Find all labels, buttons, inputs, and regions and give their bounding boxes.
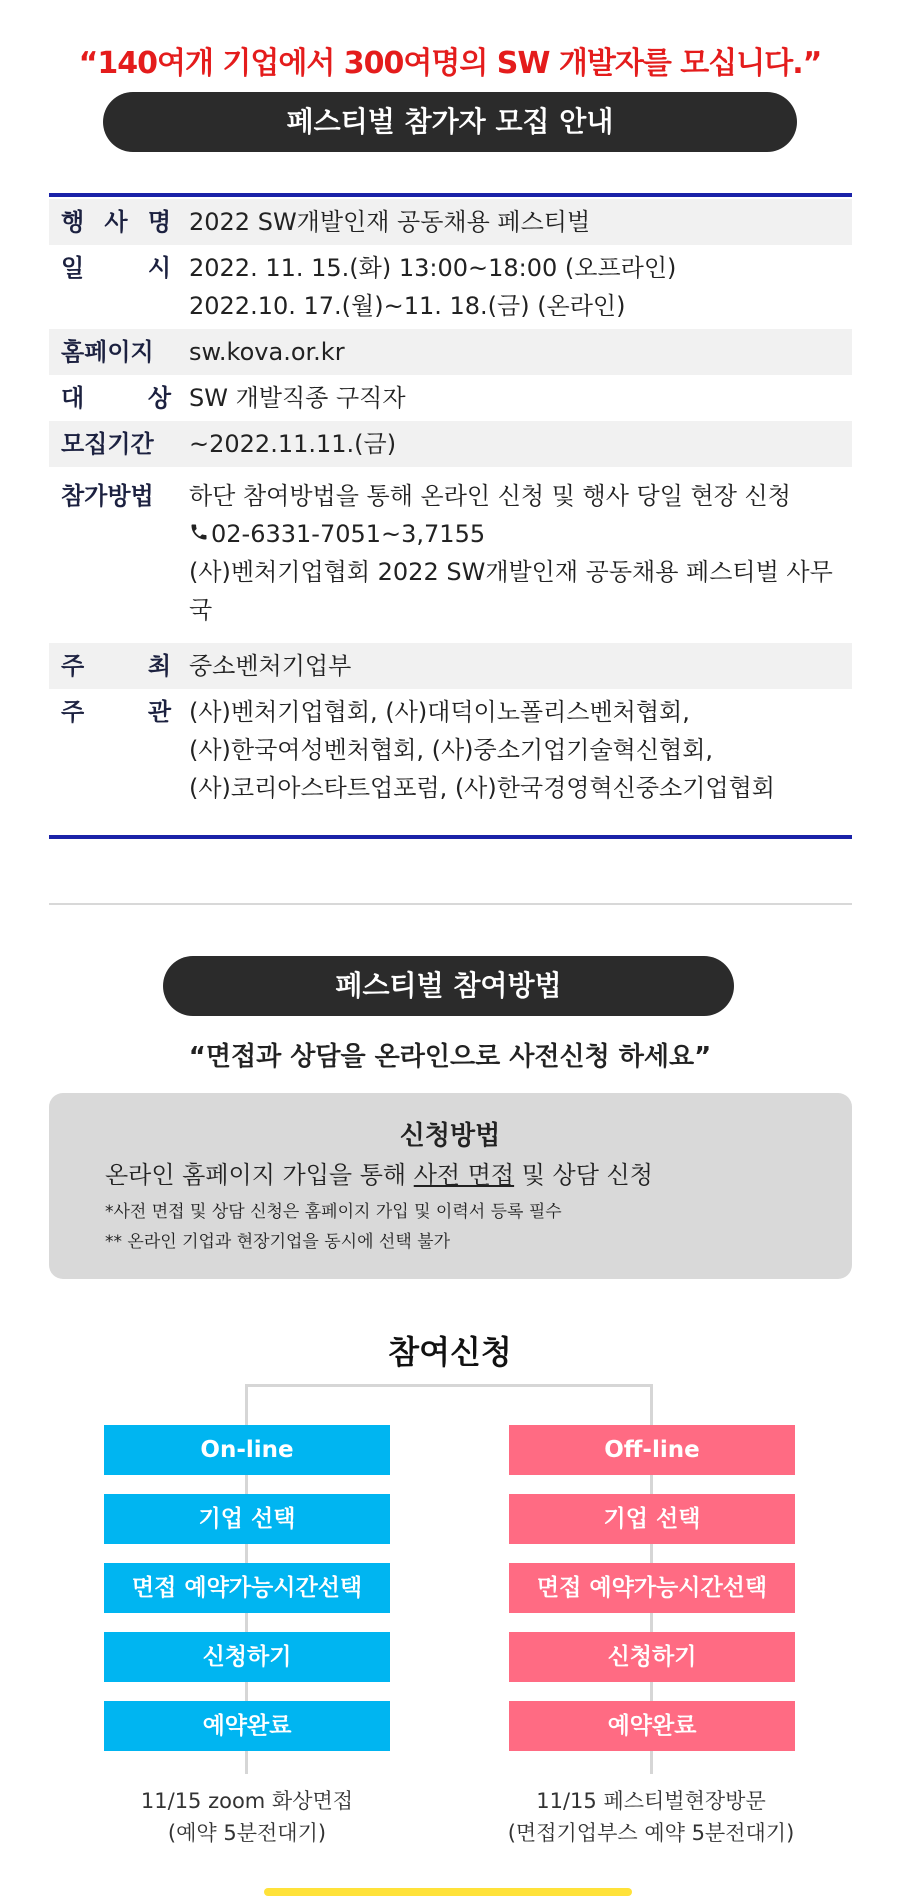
info-value-method: 하단 참여방법을 통해 온라인 신청 및 행사 당일 현장 신청 02-6331-7051~3,7155 (사)벤처기업협회 2022 SW개발인재 공동채용 페스티벌 사무국	[189, 482, 833, 624]
offline-caption: 11/15 페스티벌현장방문 (면접기업부스 예약 5분전대기)	[507, 1789, 795, 1845]
info-row-event	[49, 199, 852, 245]
info-row-host	[49, 643, 852, 689]
contact-phone: 02-6331-7051~3,7155	[211, 520, 486, 548]
online-step-mode[interactable]: On-line	[104, 1425, 390, 1475]
offline-step-mode[interactable]: Off-line	[509, 1425, 795, 1475]
info-label-method: 참가방법	[61, 482, 154, 510]
info-label-period: 모집기간	[61, 430, 154, 458]
participation-method-title: 페스티벌 참여방법	[163, 956, 734, 1016]
flow-connector-top	[245, 1384, 652, 1387]
info-value-date: 2022. 11. 15.(화) 13:00~18:00 (오프라인) 2022.10. 17.(월)~11. 18.(금) (온라인)	[189, 254, 677, 320]
apply-button-edge[interactable]	[264, 1888, 632, 1896]
info-label-event: 행 사 명	[61, 208, 171, 236]
homepage-link[interactable]: sw.kova.or.kr	[189, 338, 345, 366]
info-label-target: 대 상	[61, 384, 171, 412]
info-label-organizer: 주 관	[61, 698, 171, 726]
offline-step-select-time[interactable]: 면접 예약가능시간선택	[509, 1563, 795, 1613]
application-note-1: *사전 면접 및 상담 신청은 홈페이지 가입 및 이력서 등록 필수	[105, 1202, 562, 1222]
info-row-homepage	[49, 329, 852, 375]
phone-icon	[189, 515, 211, 553]
online-step-complete[interactable]: 예약완료	[104, 1701, 390, 1751]
offline-step-select-company[interactable]: 기업 선택	[509, 1494, 795, 1544]
application-method-description: 온라인 홈페이지 가입을 통해 사전 면접 및 상담 신청	[105, 1161, 653, 1189]
offline-step-apply[interactable]: 신청하기	[509, 1632, 795, 1682]
section-divider	[49, 903, 852, 905]
info-row-date	[49, 245, 852, 329]
info-row-target	[49, 375, 852, 421]
application-note-2: ** 온라인 기업과 현장기업을 동시에 선택 불가	[105, 1232, 451, 1252]
headline: “140여개 기업에서 300여명의 SW 개발자를 모십니다.”	[78, 46, 822, 81]
online-caption: 11/15 zoom 화상면접 (예약 5분전대기)	[140, 1789, 354, 1845]
offline-step-complete[interactable]: 예약완료	[509, 1701, 795, 1751]
info-value-organizer: (사)벤처기업협회, (사)대덕이노폴리스벤처협회, (사)한국여성벤처협회, (사)중소기업기술혁신협회, (사)코리아스타트업포럼, (사)한국경영혁신중소기업협회	[189, 698, 775, 802]
info-row-method	[49, 467, 852, 643]
info-row-organizer	[49, 689, 852, 835]
info-label-date: 일 시	[61, 254, 171, 282]
info-value-period: ~2022.11.11.(금)	[189, 430, 397, 458]
info-label-host: 주 최	[61, 652, 171, 680]
info-label-homepage: 홈페이지	[61, 338, 154, 366]
application-method-title: 신청방법	[399, 1121, 501, 1151]
event-info-table	[49, 193, 852, 839]
info-value-host: 중소벤처기업부	[189, 652, 352, 680]
info-value-target: SW 개발직종 구직자	[189, 384, 406, 412]
apply-section-title: 참여신청	[388, 1333, 512, 1371]
online-step-select-time[interactable]: 면접 예약가능시간선택	[104, 1563, 390, 1613]
recruit-guide-title: 페스티벌 참가자 모집 안내	[103, 92, 797, 152]
info-value-event: 2022 SW개발인재 공동채용 페스티벌	[189, 208, 591, 236]
online-step-select-company[interactable]: 기업 선택	[104, 1494, 390, 1544]
participation-subheading: “면접과 상담을 온라인으로 사전신청 하세요”	[188, 1042, 712, 1072]
info-row-period	[49, 421, 852, 467]
online-step-apply[interactable]: 신청하기	[104, 1632, 390, 1682]
